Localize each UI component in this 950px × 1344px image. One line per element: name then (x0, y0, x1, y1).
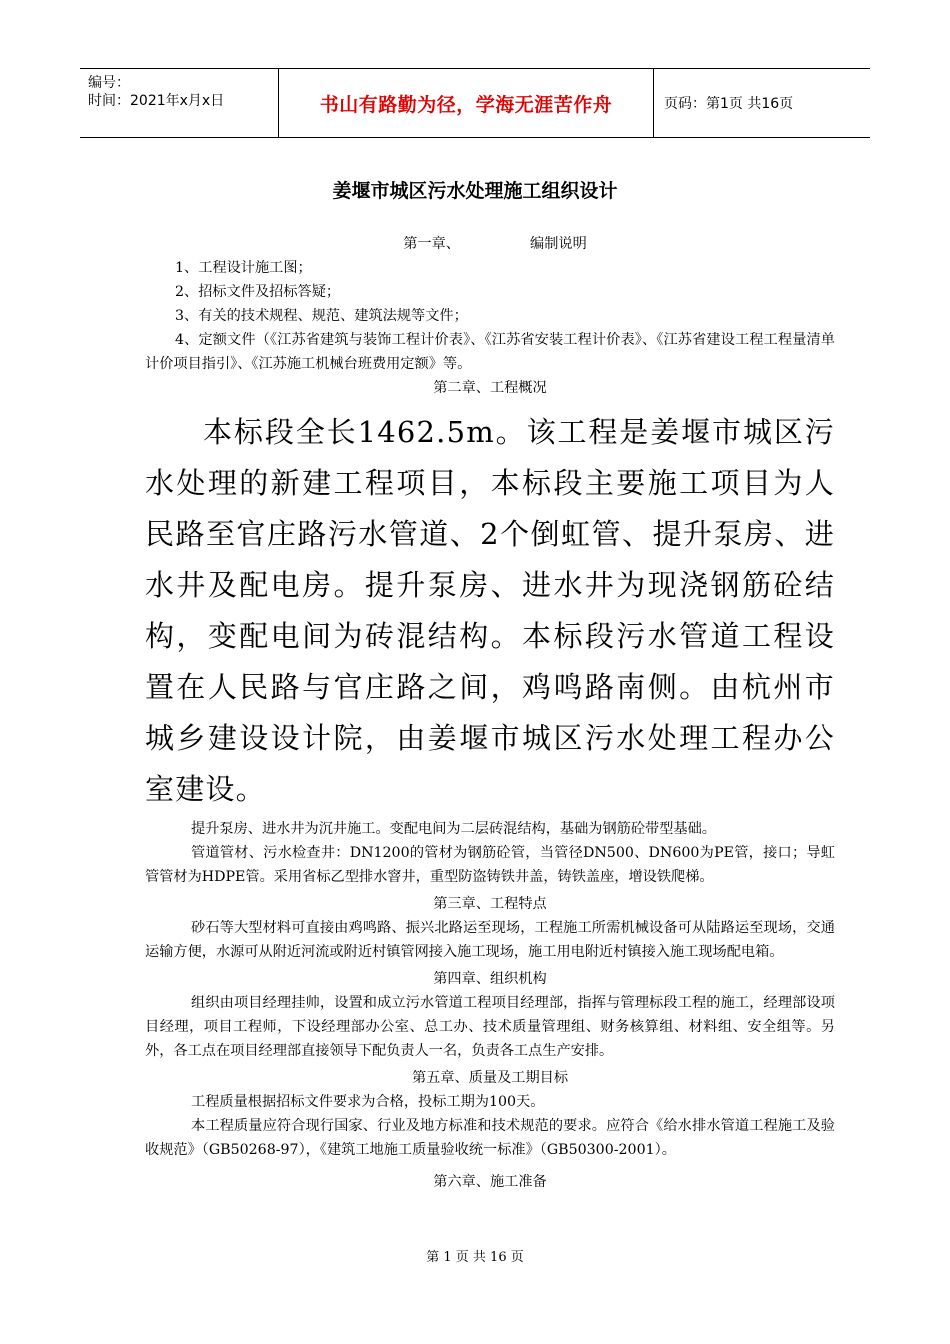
chapter-4-heading: 第四章、组织机构 (433, 971, 547, 987)
header-meta (80, 69, 279, 137)
list-item: 3、有关的技术规程、规范、建筑法规等文件； (175, 308, 468, 324)
overview-large-paragraph: 本标段全长1462.5m。该工程是姜堰市城区污水处理的新建工程项目，本标段主要施工项目为人民路至官庄路污水管道、2个倒虹管、提升泵房、进水井及配电房。提升泵房、进水井为现浇钢筋砼结构，变配电间为砖混结构。本标段污水管道工程设置在人民路与官庄路之间，鸡鸣路南侧。由杭州市城乡建设设计院，由姜堰市城区污水处理工程办公室建设。 (145, 415, 835, 806)
paragraph: 组织由项目经理挂帅，设置和成立污水管道工程项目经理部，指挥与管理标段工程的施工，经理部设项目经理，项目工程师，下设经理部办公室、总工办、技术质量管理组、财务核算组、材料组、安全组等。另外，各工点在项目经理部直接领导下配负责人一名，负责各工点生产安排。 (145, 995, 835, 1059)
chapter-1-number: 第一章、 (403, 236, 460, 252)
paragraph: 提升泵房、进水井为沉井施工。变配电间为二层砖混结构，基础为钢筋砼带型基础。 (191, 821, 716, 837)
chapter-5-heading: 第五章、质量及工期目标 (411, 1070, 569, 1086)
chapter-3-heading: 第三章、工程特点 (433, 896, 547, 912)
header-motto: 书山有路勤为径，学海无涯苦作舟 (279, 69, 654, 137)
page-footer: 第 1 页 共 16 页 (426, 1250, 524, 1265)
paragraph: 砂石等大型材料可直接由鸡鸣路、振兴北路运至现场，工程施工所需机械设备可从陆路运至现场，交通运输方便，水源可从附近河流或附近村镇管网接入施工现场，施工用电附近村镇接入施工现场配电箱。 (145, 920, 835, 960)
chapter-1-title: 编制说明 (530, 236, 587, 252)
document-title: 姜堰市城区污水处理施工组织设计 (332, 180, 618, 202)
paragraph: 管道管材、污水检查井：DN1200的管材为钢筋砼管，当管径DN500、DN600为PE管，接口；导虹管管材为HDPE管。采用省标乙型排水窨井，重型防盗铸铁井盖，铸铁盖座，增设铁爬梯。 (145, 845, 835, 885)
list-item: 4、定额文件（《江苏省建筑与装饰工程计价表》、《江苏省安装工程计价表》、《江苏省建设工程工程量清单计价项目指引》、《江苏施工机械台班费用定额》等。 (145, 332, 835, 372)
header-page-info: 页码：第1页 共16页 (664, 96, 794, 112)
paragraph: 工程质量根据招标文件要求为合格，投标工期为100天。 (191, 1094, 545, 1110)
number-label: 编号： (88, 75, 130, 91)
document-body (145, 232, 835, 1194)
chapter-2-heading: 第二章、工程概况 (433, 380, 547, 396)
time-label: 时间：2021年x月x日 (88, 93, 225, 109)
list-item: 2、招标文件及招标答疑； (175, 284, 341, 300)
chapter-6-heading: 第六章、施工准备 (433, 1174, 547, 1190)
page-header (80, 68, 870, 138)
list-item: 1、工程设计施工图； (175, 260, 312, 276)
paragraph: 本工程质量应符合现行国家、行业及地方标准和技术规范的要求。应符合《给水排水管道工程施工及验收规范》（GB50268-97），《建筑工地施工质量验收统一标准》（GB50300-2001）。 (145, 1118, 835, 1158)
chapter-1-heading (145, 232, 835, 256)
